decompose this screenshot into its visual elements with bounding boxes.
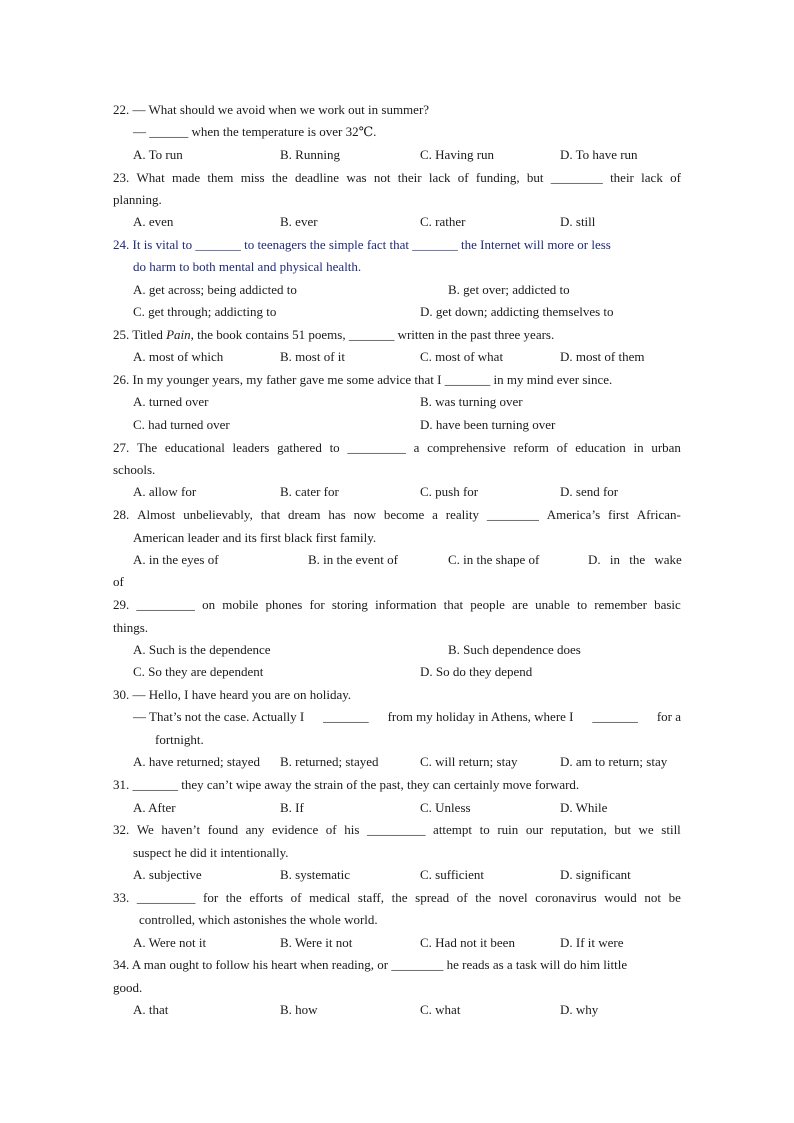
- word: would: [604, 890, 637, 905]
- word: African-: [636, 507, 681, 522]
- word: of: [325, 822, 337, 837]
- q34-stem-cont: good.: [113, 980, 143, 995]
- blank: _________: [347, 440, 406, 455]
- q29-option-b: B. Such dependence does: [448, 642, 581, 657]
- q29-stem-cont: things.: [113, 620, 149, 635]
- word: Almost: [137, 507, 176, 522]
- word: mobile: [222, 597, 259, 612]
- q27-stem: [113, 440, 681, 456]
- q25-option-b: B. most of it: [280, 349, 346, 364]
- q25-stem: [113, 327, 554, 343]
- q23-stem-cont: planning.: [113, 192, 162, 207]
- word: for: [203, 890, 219, 905]
- q34-stem: 34. A man ought to follow his heart when reading, or ________ he reads as a task will do him little: [113, 957, 628, 972]
- q34-option-a: A. that: [133, 1002, 169, 1017]
- q28-stem-cont: American leader and its first black first family.: [133, 530, 377, 545]
- q24-option-b: B. get over; addicted to: [448, 282, 570, 297]
- word: become: [383, 507, 425, 522]
- word: a: [432, 507, 438, 522]
- word: that: [443, 597, 464, 612]
- word: comprehensive: [427, 440, 506, 455]
- q24-stem-cont: do harm to both mental and physical health.: [133, 259, 362, 274]
- blank: _________: [136, 890, 196, 905]
- word: haven’t: [161, 822, 201, 837]
- q23-option-a: A. even: [133, 214, 174, 229]
- q23-option-b: B. ever: [280, 214, 318, 229]
- q33-stem: [113, 890, 681, 906]
- q32-option-a: A. subjective: [133, 867, 202, 882]
- word: 32.: [113, 822, 130, 837]
- q28-option-d-cont: of: [113, 574, 124, 589]
- word: 33.: [113, 890, 130, 905]
- q31-option-d: D. While: [560, 800, 608, 815]
- word: the: [271, 170, 288, 185]
- word: spread: [415, 890, 450, 905]
- word: staff,: [357, 890, 385, 905]
- word: unbelievably,: [183, 507, 253, 522]
- blank: _______: [323, 709, 369, 724]
- word: we: [638, 822, 654, 837]
- word: of: [556, 440, 568, 455]
- word: now: [353, 507, 376, 522]
- word: 23.: [113, 170, 130, 185]
- word: still: [661, 822, 681, 837]
- word: unable: [535, 597, 570, 612]
- word: novel: [498, 890, 528, 905]
- q26-option-a: A. turned over: [133, 394, 209, 409]
- q27-option-a: A. allow for: [133, 484, 197, 499]
- word: deadline: [294, 170, 340, 185]
- q22-stem: 22. — What should we avoid when we work out in summer?: [113, 102, 430, 117]
- q32-option-d: D. significant: [560, 867, 631, 882]
- word: are: [512, 597, 528, 612]
- word: miss: [240, 170, 265, 185]
- q24-stem: 24. It is vital to _______ to teenagers the simple fact that _______ the Internet will more or less: [113, 237, 611, 252]
- word: on: [202, 597, 216, 612]
- word: coronavirus: [535, 890, 597, 905]
- word: their: [610, 170, 634, 185]
- word: information: [375, 597, 437, 612]
- q26-option-b: B. was turning over: [420, 394, 523, 409]
- word: basic: [654, 597, 681, 612]
- q22-option-c: C. Having run: [420, 147, 495, 162]
- word: gathered: [277, 440, 322, 455]
- word: has: [328, 507, 346, 522]
- q34-option-c: C. what: [420, 1002, 461, 1017]
- q30-option-a: A. have returned; stayed: [133, 754, 261, 769]
- q34-option-d: D. why: [560, 1002, 599, 1017]
- blank: _________: [366, 822, 426, 837]
- word: be: [668, 890, 681, 905]
- word: to: [479, 822, 490, 837]
- word: lack: [641, 170, 663, 185]
- word: reality: [445, 507, 479, 522]
- q24-option-d: D. get down; addicting themselves to: [420, 304, 614, 319]
- word: but: [614, 822, 631, 837]
- q29-stem: [113, 597, 681, 613]
- q28-option-b: B. in the event of: [308, 552, 398, 567]
- word: was: [346, 170, 367, 185]
- word: of: [670, 170, 681, 185]
- q28-option-a: A. in the eyes of: [133, 552, 219, 567]
- word: medical: [309, 890, 351, 905]
- word: lack: [428, 170, 451, 185]
- word: to: [576, 597, 588, 612]
- q33-option-d: D. If it were: [560, 935, 624, 950]
- reply-text: — That’s not the case. Actually I: [133, 709, 305, 724]
- q26-option-d: D. have been turning over: [420, 417, 556, 432]
- word: of: [456, 890, 468, 905]
- book-title: Pain: [166, 327, 191, 342]
- word: education: [575, 440, 626, 455]
- word: 28.: [113, 507, 130, 522]
- q29-option-a: A. Such is the dependence: [133, 642, 271, 657]
- word: people: [470, 597, 505, 612]
- word: our: [525, 822, 544, 837]
- q32-stem-cont: suspect he did it intentionally.: [133, 845, 289, 860]
- word: remember: [594, 597, 647, 612]
- word: attempt: [433, 822, 473, 837]
- blank: ________: [550, 170, 603, 185]
- blank: ________: [486, 507, 539, 522]
- q34-option-b: B. how: [280, 1002, 318, 1017]
- reply-text: from my holiday in Athens, where I: [387, 709, 574, 724]
- word: What: [136, 170, 165, 185]
- word: not: [644, 890, 661, 905]
- word: reputation,: [550, 822, 607, 837]
- q32-option-c: C. sufficient: [420, 867, 485, 882]
- q31-stem: 31. _______ they can’t wipe away the strain of the past, they can certainly move forward.: [113, 777, 580, 792]
- q25-option-c: C. most of what: [420, 349, 504, 364]
- word: a: [413, 440, 420, 455]
- q25-option-a: A. most of which: [133, 349, 224, 364]
- word: in: [633, 440, 644, 455]
- q29-option-d: D. So do they depend: [420, 664, 533, 679]
- q31-option-a: A. After: [133, 800, 176, 815]
- word: not: [373, 170, 391, 185]
- word: America’s: [546, 507, 601, 522]
- q25-stem-post: , the book contains 51 poems, _______ written in the past three years.: [190, 327, 555, 342]
- reply-text: for a: [656, 709, 681, 724]
- q30-option-d: D. am to return; stay: [560, 754, 668, 769]
- word: reform: [513, 440, 549, 455]
- word: 29.: [113, 597, 130, 612]
- q30-reply: [133, 709, 681, 725]
- q30-option-b: B. returned; stayed: [280, 754, 379, 769]
- q27-option-c: C. push for: [420, 484, 479, 499]
- q32-stem: [113, 822, 681, 838]
- q33-option-c: C. Had not it been: [420, 935, 515, 950]
- word: the: [391, 890, 408, 905]
- word: the: [475, 890, 492, 905]
- word: his: [344, 822, 360, 837]
- q31-option-c: C. Unless: [420, 800, 471, 815]
- q30-reply-cont: fortnight.: [155, 732, 204, 747]
- q26-stem: 26. In my younger years, my father gave me some advice that I _______ in my mind ever since.: [113, 372, 613, 387]
- word: any: [245, 822, 265, 837]
- word: but: [526, 170, 544, 185]
- blank: _________: [136, 597, 195, 612]
- word: urban: [651, 440, 681, 455]
- word: We: [136, 822, 154, 837]
- word: dream: [288, 507, 321, 522]
- q27-stem-cont: schools.: [113, 462, 156, 477]
- q22-option-b: B. Running: [280, 147, 340, 162]
- q28-option-d: D. in the wake: [588, 552, 682, 567]
- q26-option-c: C. had turned over: [133, 417, 230, 432]
- word: storing: [331, 597, 368, 612]
- q32-option-b: B. systematic: [280, 867, 351, 882]
- word: The: [136, 440, 158, 455]
- q23-stem: [113, 170, 681, 186]
- word: to: [329, 440, 340, 455]
- q24-option-a: A. get across; being addicted to: [133, 282, 297, 297]
- word: educational: [164, 440, 225, 455]
- word: efforts: [249, 890, 284, 905]
- q25-option-d: D. most of them: [560, 349, 645, 364]
- q31-option-b: B. If: [280, 800, 304, 815]
- q22-reply: — ______ when the temperature is over 32℃.: [133, 124, 377, 139]
- word: ruin: [497, 822, 519, 837]
- word: them: [207, 170, 234, 185]
- word: of: [290, 890, 302, 905]
- q29-option-c: C. So they are dependent: [133, 664, 264, 679]
- word: 27.: [113, 440, 130, 455]
- q28-option-c: C. in the shape of: [448, 552, 540, 567]
- word: phones: [265, 597, 303, 612]
- q28-stem: [113, 507, 681, 523]
- word: the: [225, 890, 242, 905]
- q30-stem: 30. — Hello, I have heard you are on holiday.: [113, 687, 352, 702]
- q25-stem-pre: 25. Titled: [113, 327, 167, 342]
- q24-option-c: C. get through; addicting to: [133, 304, 277, 319]
- q33-option-a: A. Were not it: [133, 935, 207, 950]
- word: made: [171, 170, 201, 185]
- q27-option-d: D. send for: [560, 484, 619, 499]
- q23-option-c: C. rather: [420, 214, 466, 229]
- q33-option-b: B. Were it not: [280, 935, 353, 950]
- word: leaders: [232, 440, 270, 455]
- word: first: [607, 507, 629, 522]
- word: that: [260, 507, 281, 522]
- blank: _______: [592, 709, 638, 724]
- word: found: [207, 822, 239, 837]
- word: funding,: [475, 170, 520, 185]
- word: evidence: [272, 822, 319, 837]
- word: their: [397, 170, 422, 185]
- q33-stem-cont: controlled, which astonishes the whole world.: [139, 912, 378, 927]
- q22-option-d: D. To have run: [560, 147, 638, 162]
- q23-option-d: D. still: [560, 214, 596, 229]
- q27-option-b: B. cater for: [280, 484, 339, 499]
- q30-option-c: C. will return; stay: [420, 754, 518, 769]
- word: for: [309, 597, 325, 612]
- word: of: [457, 170, 469, 185]
- q22-option-a: A. To run: [133, 147, 183, 162]
